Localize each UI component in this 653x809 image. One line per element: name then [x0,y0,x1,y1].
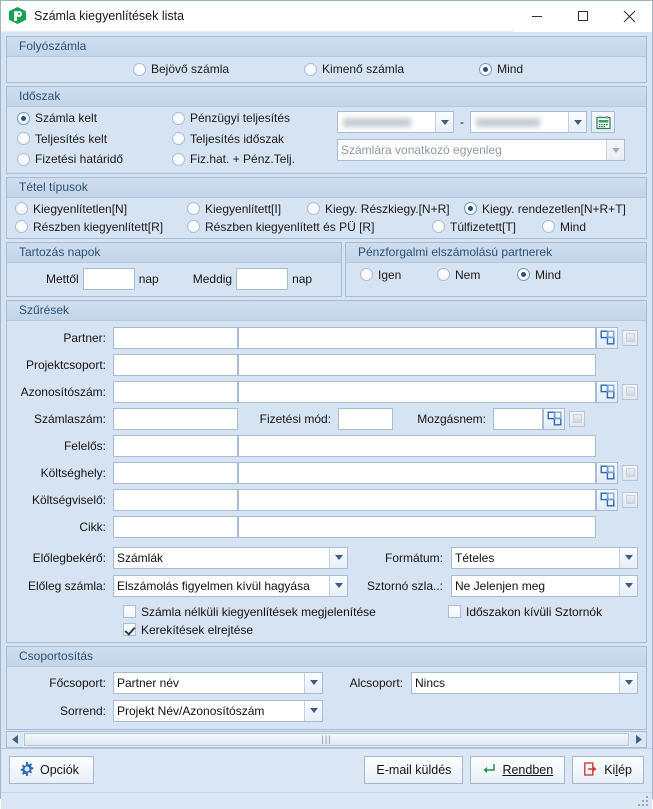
combo-row-eloleg-szamla [13,575,638,597]
radio-indicator [304,63,317,76]
koltsegviselo-name-input[interactable] [238,489,596,511]
radio-label: Számla kelt [35,111,98,125]
group-penzforgalmi [345,242,647,297]
eloleg-szamla-value: Elszámolás figyelmen kívül hagyása [117,578,310,593]
filter-row-koltsegviselo [13,489,638,511]
koltseghely-exclude-checkbox[interactable] [622,465,638,481]
radio-penzforgalmi-mind[interactable] [517,268,561,282]
checkbox-label: Időszakon kívüli Sztornók [466,604,603,619]
date-to-combo[interactable] [470,111,587,133]
radio-indicator [17,112,30,125]
radio-label: Kiegy. rendezetlen[N+R+T] [482,201,626,216]
radio-label: Részben kiegyenlített[R] [33,219,164,234]
sorrend-label: Sorrend: [59,703,106,718]
email-send-button-label: E-mail küldés [376,763,452,777]
cikk-name-input[interactable] [238,516,596,538]
radio-indicator [17,153,30,166]
window-title: Számla kiegyenlítések lista [34,9,185,23]
checkbox-label: Kerekítések elrejtése [141,622,254,637]
radio-indicator [464,202,477,215]
radio-indicator [187,202,200,215]
row-sorrend [13,700,638,722]
checkbox-label: Számla nélküli kiegyenlítések megjelenítése [141,604,376,619]
radio-szamla-kelt[interactable] [17,111,97,125]
group-szuresek-title: Szűrések [7,301,646,321]
projektcsoport-code-input[interactable] [113,354,238,376]
felelos-name-input[interactable] [238,435,596,457]
exit-button-label: Kilép [604,763,632,777]
scroll-left-arrow-icon[interactable] [7,732,23,747]
filter-row-szamlaszam [13,408,638,430]
radio-indicator [542,220,555,233]
close-icon[interactable] [606,1,652,32]
koltseghely-label: Költséghely: [40,465,106,480]
focsoport-value: Partner név [117,675,180,690]
mettol-label: Mettől [46,271,79,286]
partner-name-input[interactable] [238,327,596,349]
scrollbar-thumb[interactable]: ||| [24,733,629,746]
mozgasnem-lookup-icon[interactable] [543,408,565,430]
formatum-label: Formátum: [384,550,443,565]
partner-code-input[interactable] [113,327,238,349]
window-controls [514,1,652,32]
group-folyoszamla-title: Folyószámla [7,37,646,57]
gear-icon [20,762,34,779]
enter-arrow-icon [482,763,496,778]
filter-row-azonositoszam [13,381,638,403]
felelos-label: Felelős: [63,438,106,453]
radio-mind-tetel[interactable] [542,220,586,234]
meddig-input[interactable] [236,268,288,290]
radio-label: Pénzügyi teljesítés [190,111,291,125]
checkbox-indicator [448,605,461,618]
radio-label: Túlfizetett[T] [450,219,517,234]
status-bar [1,792,652,809]
radio-label: Igen [378,267,402,282]
group-tartozas-napok-title: Tartozás napok [7,243,341,263]
radio-indicator [172,112,185,125]
koltsegviselo-lookup-icon[interactable] [596,489,618,511]
filter-row-koltseghely [13,462,638,484]
checkbox-indicator [123,605,136,618]
group-csoportositas [6,646,647,730]
fizetesi-mod-label: Fizetési mód: [259,411,331,426]
scroll-right-arrow-icon[interactable] [630,732,646,747]
sorrend-combo[interactable] [113,700,323,722]
chevron-down-icon[interactable] [568,112,586,132]
date-from-combo[interactable] [337,111,454,133]
radio-indicator [187,220,200,233]
radio-tulfizetett-t[interactable] [432,220,542,234]
chevron-down-icon[interactable] [619,673,637,693]
mettol-input[interactable] [83,268,135,290]
storno-szla-combo[interactable] [451,575,638,597]
meddig-unit: nap [292,271,313,286]
radio-label: Fizetési határidő [35,152,124,166]
group-idoszak-title: Időszak [7,87,646,107]
radio-indicator [479,63,492,76]
title-bar [1,1,652,32]
radio-kiegy-reszkiegy-nr[interactable] [307,202,464,216]
minimize-icon[interactable] [514,1,560,32]
storno-szla-value: Ne Jelenjen meg [455,578,546,593]
radio-label: Nem [455,267,481,282]
fizetesi-mod-input[interactable] [338,408,393,430]
radio-penzforgalmi-igen[interactable] [360,268,437,282]
chevron-down-icon[interactable] [304,673,322,693]
radio-kiegyenlitetlen-n[interactable] [15,202,187,216]
group-folyoszamla [6,36,647,83]
exit-door-icon [584,762,598,779]
date-from-value [338,112,435,132]
mozgasnem-label: Mozgásnem: [417,411,486,426]
radio-label: Kimenő számla [322,62,405,76]
ok-button-label: Rendben [502,763,554,777]
checkbox-kerekitesek-elrejtese[interactable] [123,623,253,637]
radio-kimeno-szamla[interactable] [304,62,404,76]
group-penzforgalmi-title: Pénzforgalmi elszámolású partnerek [346,243,646,263]
chevron-down-icon[interactable] [304,701,322,721]
date-range-separator: - [460,115,464,129]
radio-mind-folyoszamla[interactable] [479,62,523,76]
dialog-footer [1,748,652,792]
options-button[interactable] [9,756,94,784]
focsoport-combo[interactable] [113,672,323,694]
filter-row-felelos [13,435,638,457]
felelos-code-input[interactable] [113,435,238,457]
radio-label: Fiz.hat. + Pénz.Telj. [190,152,296,166]
koltsegviselo-label: Költségviselő: [31,492,106,507]
storno-szla-label: Sztornó szla..: [366,578,443,593]
radio-penzforgalmi-nem[interactable] [437,268,517,282]
radio-indicator [172,153,185,166]
radio-bejovo-szamla[interactable] [133,62,229,76]
alcsoport-combo[interactable] [411,672,638,694]
azonositoszam-exclude-checkbox[interactable] [622,384,638,400]
radio-indicator [437,268,450,281]
group-szuresek [6,300,647,643]
email-send-button[interactable] [364,756,463,784]
radio-fizetesi-hatarido[interactable] [17,152,123,166]
radio-label: Kiegyenlített[I] [205,201,282,216]
cikk-label: Cikk: [79,519,106,534]
alcsoport-value: Nincs [415,675,446,690]
formatum-combo[interactable] [451,547,638,569]
koltsegviselo-code-input[interactable] [113,489,238,511]
radio-fizhat-penztelj[interactable] [172,152,295,166]
chevron-down-icon[interactable] [619,548,637,568]
koltsegviselo-exclude-checkbox[interactable] [622,492,638,508]
szamlaszam-input[interactable] [113,408,238,430]
radio-indicator [15,220,28,233]
radio-kiegy-rendezetlen-nrt[interactable] [464,202,626,216]
chevron-down-icon[interactable] [606,140,624,160]
dialog-content [1,32,652,748]
elolegbekero-combo[interactable] [113,547,348,569]
exit-button[interactable] [572,756,644,784]
maximize-icon[interactable] [560,1,606,32]
ok-button[interactable] [470,756,565,784]
eloleg-szamla-combo[interactable] [113,575,348,597]
radio-indicator [15,202,28,215]
radio-indicator [133,63,146,76]
horizontal-scrollbar[interactable] [6,731,647,748]
meddig-label: Meddig [192,271,233,286]
radio-teljesites-kelt[interactable] [17,132,107,146]
radio-indicator [17,132,30,145]
options-button-label: Opciók [40,763,79,777]
radio-reszben-kiegyenlitett-es-pu-r[interactable] [187,220,432,234]
radio-teljesites-idoszak[interactable] [172,132,284,146]
group-tetel-tipusok-title: Tétel típusok [7,178,646,198]
cikk-code-input[interactable] [113,516,238,538]
radio-reszben-kiegyenlitett-r[interactable] [15,220,187,234]
radio-indicator [517,268,530,281]
mozgasnem-exclude-checkbox[interactable] [569,411,585,427]
chevron-down-icon[interactable] [329,576,347,596]
projektcsoport-label: Projektcsoport: [25,357,106,372]
formatum-value: Tételes [455,550,495,565]
azonositoszam-code-input[interactable] [113,381,238,403]
chevron-down-icon[interactable] [435,112,453,132]
checkbox-indicator [123,623,136,636]
chevron-down-icon[interactable] [619,576,637,596]
group-tetel-tipusok [6,177,647,239]
calendar-icon[interactable] [591,111,615,133]
partner-label: Partner: [63,330,106,345]
sorrend-value: Projekt Név/Azonosítószám [117,703,265,718]
radio-label: Teljesítés időszak [190,131,285,146]
radio-label: Részben kiegyenlített és PÜ [R] [205,219,375,234]
elolegbekero-label: Előlegbekérő: [32,550,106,565]
radio-label: Kiegy. Részkiegy.[N+R] [325,201,450,216]
koltseghely-name-input[interactable] [238,462,596,484]
filter-row-partner [13,327,638,349]
azonositoszam-lookup-icon[interactable] [596,381,618,403]
resize-grip-icon[interactable] [638,796,649,807]
mozgasnem-input[interactable] [493,408,543,430]
partner-exclude-checkbox[interactable] [622,330,638,346]
checkbox-idoszakon-kivuli-sztornok[interactable] [448,605,638,619]
azonositoszam-name-input[interactable] [238,381,596,403]
azonositoszam-label: Azonosítószám: [20,384,106,399]
szamlaszam-label: Számlaszám: [33,411,106,426]
group-csoportositas-title: Csoportosítás [7,647,646,667]
koltseghely-code-input[interactable] [113,462,238,484]
balance-placeholder-text: Számlára vonatkozó egyenleg [341,143,502,157]
mettol-unit: nap [138,271,159,286]
eloleg-szamla-label: Előleg számla: [27,578,106,593]
radio-label: Mind [560,219,587,234]
radio-label: Teljesítés kelt [35,131,108,146]
radio-kiegyenlitett-i[interactable] [187,202,307,216]
radio-indicator [432,220,445,233]
radio-indicator [307,202,320,215]
radio-indicator [360,268,373,281]
balance-combo[interactable] [337,139,625,161]
filter-row-projektcsoport [13,354,638,376]
koltseghely-lookup-icon[interactable] [596,462,618,484]
group-tartozas-napok [6,242,342,297]
radio-indicator [172,132,185,145]
elolegbekero-value: Számlák [117,550,164,565]
radio-label: Mind [497,62,524,76]
checkbox-szamla-nelkuli-kiegyenlitesek[interactable] [123,605,376,619]
date-to-value [471,112,568,132]
filter-row-cikk [13,516,638,538]
radio-label: Mind [535,267,562,282]
nexon-hexagon-logo-icon [9,7,27,25]
radio-label: Kiegyenlítetlen[N] [33,201,128,216]
focsoport-label: Főcsoport: [49,675,106,690]
radio-label: Bejövő számla [151,62,230,76]
partner-lookup-icon[interactable] [596,327,618,349]
projektcsoport-name-input[interactable] [238,354,596,376]
radio-penzugyi-teljesites[interactable] [172,111,290,125]
alcsoport-label: Alcsoport: [349,675,403,690]
row-focsoport [13,672,638,694]
combo-row-elolegbekero [13,547,638,569]
chevron-down-icon[interactable] [329,548,347,568]
scrollbar-track[interactable] [23,732,630,747]
group-idoszak [6,86,647,174]
